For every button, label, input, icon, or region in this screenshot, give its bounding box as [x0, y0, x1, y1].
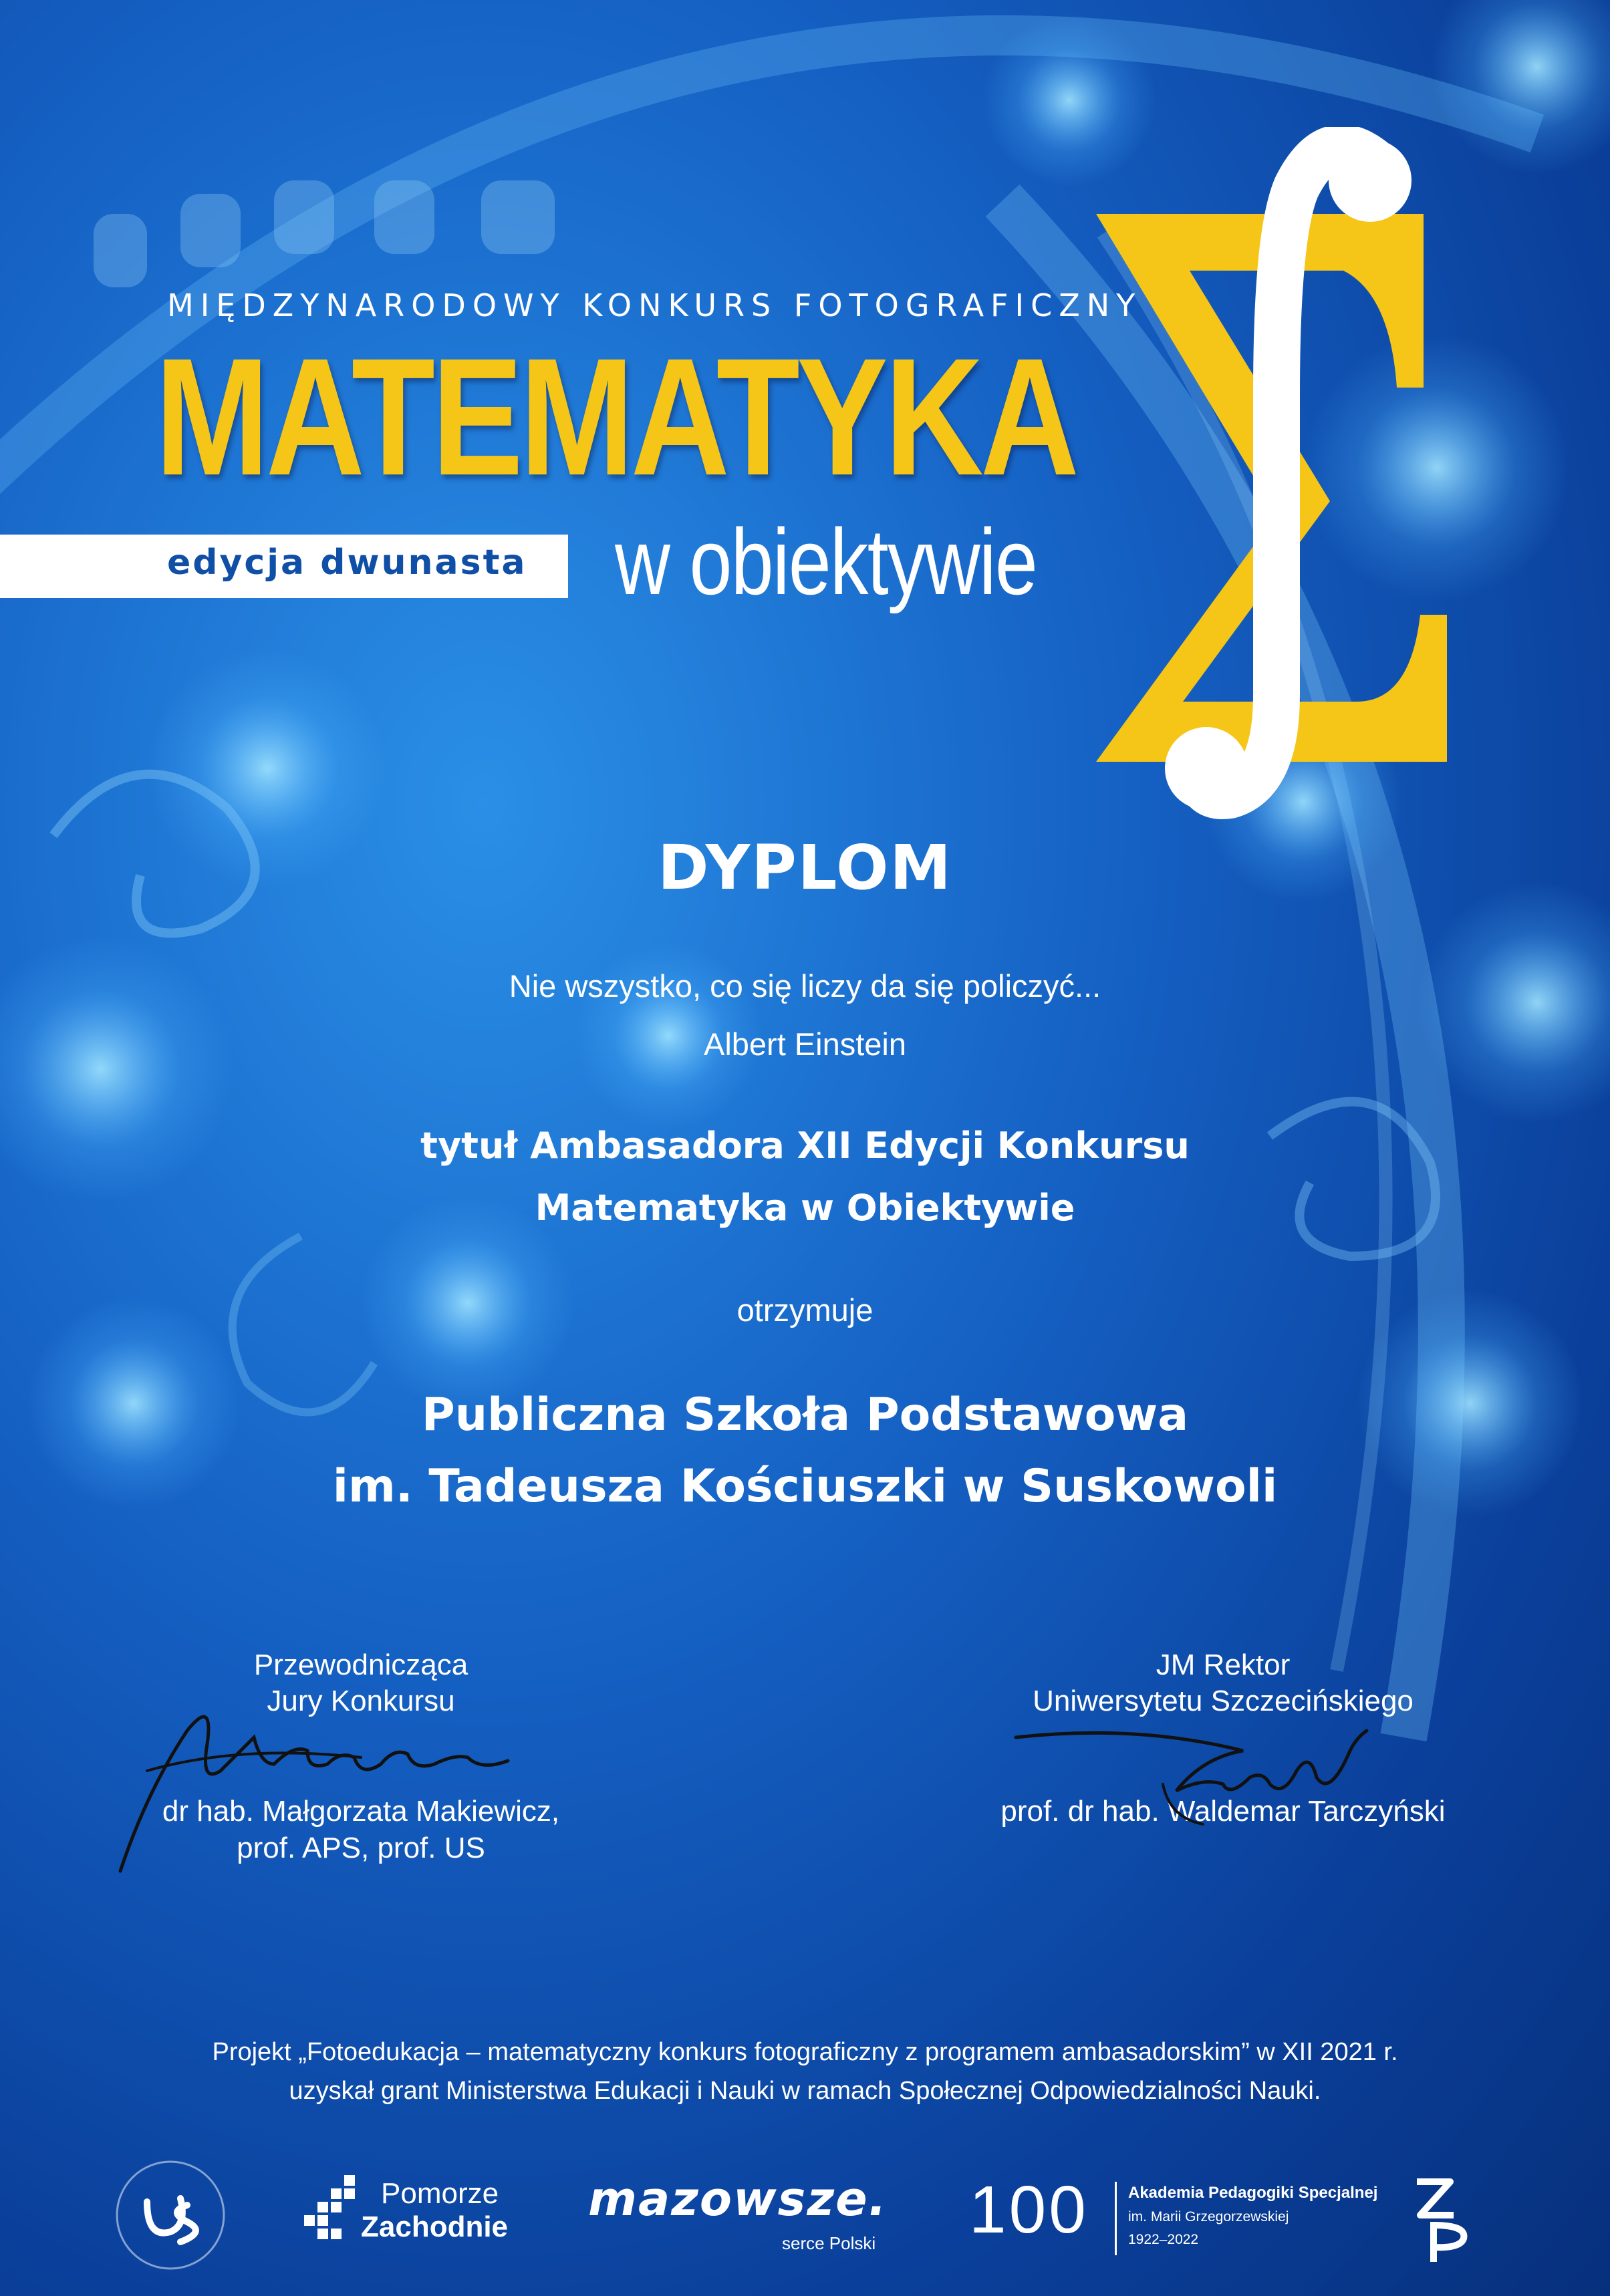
jury-chair-handwritten-signature — [107, 1671, 521, 1884]
pomorze-logo-text-2: Zachodnie — [361, 2210, 509, 2243]
aps-logo-text-1: Akademia Pedagogiki Specjalnej — [1128, 2184, 1378, 2202]
mazowsze-logo-name: mazowsze. — [588, 2172, 888, 2227]
aps-centenary-number: 100 — [969, 2172, 1089, 2247]
aps-centenary-logo — [969, 2172, 1378, 2265]
rector-handwritten-signature — [1002, 1711, 1377, 1831]
sponsor-logos — [0, 2152, 1610, 2272]
receives-label: otrzymuje — [736, 1292, 874, 1328]
jury-chair-name-line-1: dr hab. Małgorzata Makiewicz, — [162, 1795, 560, 1828]
quote-author: Albert Einstein — [703, 1026, 907, 1062]
jury-chair-role-line-2: Jury Konkursu — [267, 1685, 455, 1717]
aps-logo-text-3: 1922–2022 — [1128, 2232, 1199, 2247]
pomorze-zachodnie-pixel-icon — [297, 2172, 371, 2259]
contest-title: MATEMATYKA — [155, 323, 1076, 510]
pomorze-zachodnie-logo — [297, 2172, 525, 2259]
pomorze-logo-text-1: Pomorze — [381, 2177, 499, 2210]
contest-subtitle: w obiektywie — [615, 509, 1037, 614]
jury-chair-name-line-2: prof. APS, prof. US — [237, 1832, 485, 1864]
rector-role-line-1: JM Rektor — [1156, 1648, 1291, 1681]
award-title-line-2: Matematyka w Obiektywie — [535, 1187, 1075, 1229]
mazowsze-logo-tagline: serce Polski — [782, 2233, 876, 2253]
edition-label: edycja dwunasta — [167, 543, 527, 583]
aps-logo-divider — [1115, 2182, 1117, 2255]
rector-role-line-2: Uniwersytetu Szczecińskiego — [1033, 1685, 1414, 1717]
jury-chair-role-line-1: Przewodnicząca — [253, 1648, 468, 1681]
zp-logo — [1403, 2168, 1477, 2269]
recipient-name-line-2: im. Tadeusza Kościuszki w Suskowoli — [332, 1460, 1278, 1513]
sigma-integral-emblem — [1076, 127, 1464, 835]
quote-text: Nie wszystko, co się liczy da się policzyć... — [509, 968, 1101, 1004]
contest-name: MIĘDZYNARODOWY KONKURS FOTOGRAFICZNY — [167, 287, 1142, 323]
rector-name: prof. dr hab. Waldemar Tarczyński — [1000, 1795, 1446, 1828]
university-szczecin-logo — [107, 2152, 234, 2279]
award-title-line-1: tytuł Ambasadora XII Edycji Konkursu — [420, 1125, 1190, 1167]
mazowsze-logo — [588, 2172, 889, 2265]
diploma-heading: DYPLOM — [658, 832, 952, 903]
funding-note-line-1: Projekt „Fotoedukacja – matematyczny konkurs fotograficzny z programem ambasadorskim” w XII 2021 r. — [212, 2038, 1398, 2066]
aps-logo-text-2: im. Marii Grzegorzewskiej — [1128, 2209, 1289, 2225]
funding-note-line-2: uzyskał grant Ministerstwa Edukacji i Nauki w ramach Społecznej Odpowiedzialności Nauki. — [289, 2077, 1321, 2105]
recipient-name-line-1: Publiczna Szkoła Podstawowa — [421, 1389, 1189, 1441]
